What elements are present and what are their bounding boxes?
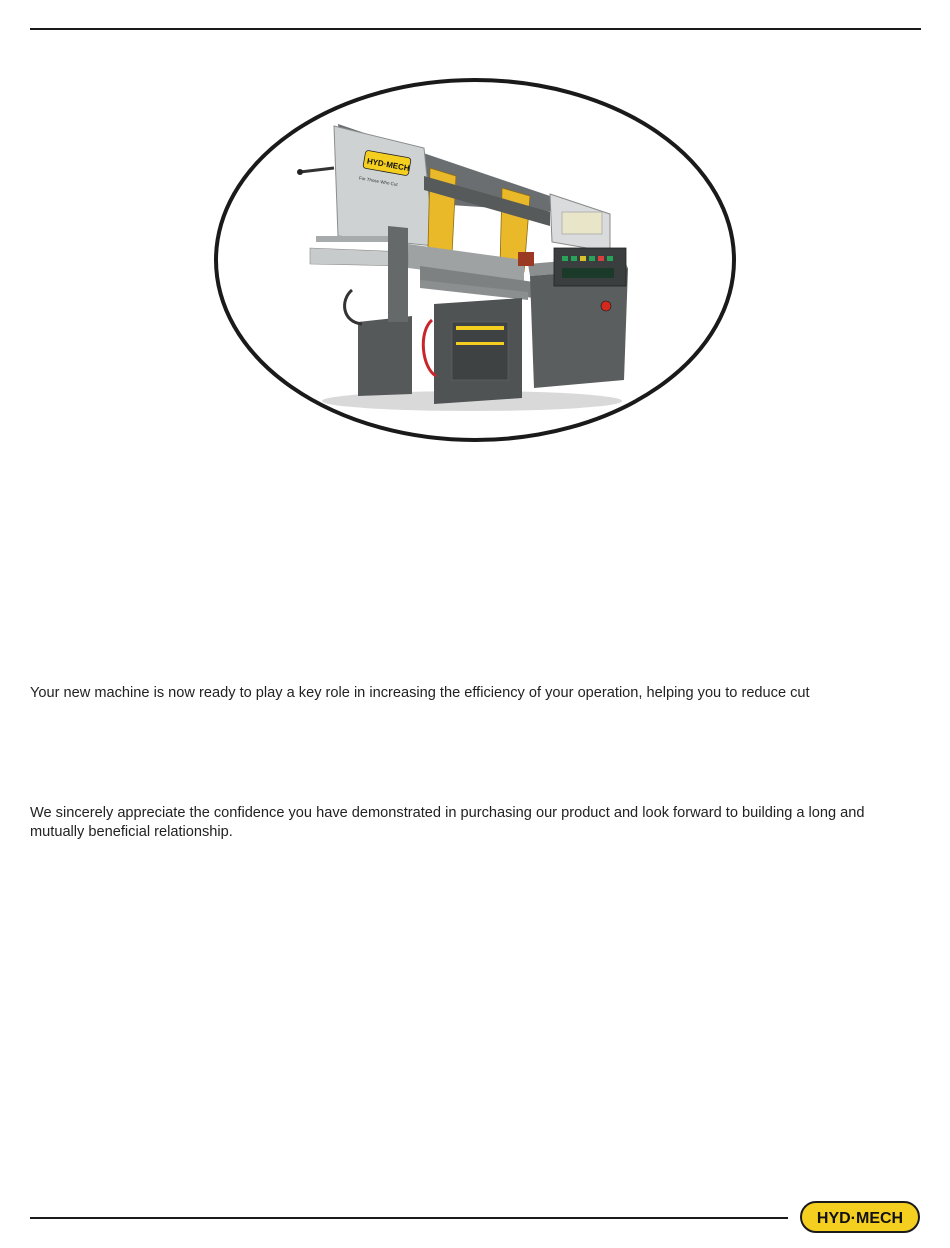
warning-label-panel bbox=[452, 322, 508, 380]
machine-photo-frame bbox=[212, 76, 738, 446]
warning-stripe-mid bbox=[456, 342, 504, 345]
panel-display bbox=[562, 268, 614, 278]
appreciation-paragraph: We sincerely appreciate the confidence you have demonstrated in purchasing our product and look forward to building a long and mutually beneficial relationship. bbox=[30, 805, 869, 840]
panel-button-5 bbox=[598, 256, 604, 261]
column bbox=[388, 226, 408, 322]
left-base-cabinet bbox=[358, 316, 412, 396]
warning-stripe-top bbox=[456, 326, 504, 330]
panel-button-1 bbox=[562, 256, 568, 261]
hydmech-logo-icon bbox=[800, 1201, 920, 1233]
footer-logo-text: HYD·MECH bbox=[816, 1210, 904, 1227]
machine-logo-subtext: For Those Who Cut bbox=[358, 175, 399, 188]
handwheel-knob bbox=[297, 169, 303, 175]
control-panel bbox=[554, 248, 626, 286]
bandsaw-machine-illustration bbox=[212, 76, 738, 446]
panel-button-6 bbox=[607, 256, 613, 261]
machine-logo-text: HYD·MECH bbox=[366, 156, 411, 173]
panel-button-4 bbox=[589, 256, 595, 261]
panel-button-3 bbox=[580, 256, 586, 261]
top-rule bbox=[30, 28, 921, 30]
info-plate bbox=[562, 212, 602, 234]
panel-button-2 bbox=[571, 256, 577, 261]
bottom-rule bbox=[30, 1217, 788, 1219]
emergency-stop-button bbox=[601, 301, 611, 311]
chip-brush bbox=[518, 252, 534, 266]
footer-logo bbox=[800, 1201, 920, 1233]
intro-paragraph: Your new machine is now ready to play a key role in increasing the efficiency of your operation, helping you to reduce cut bbox=[30, 685, 810, 701]
